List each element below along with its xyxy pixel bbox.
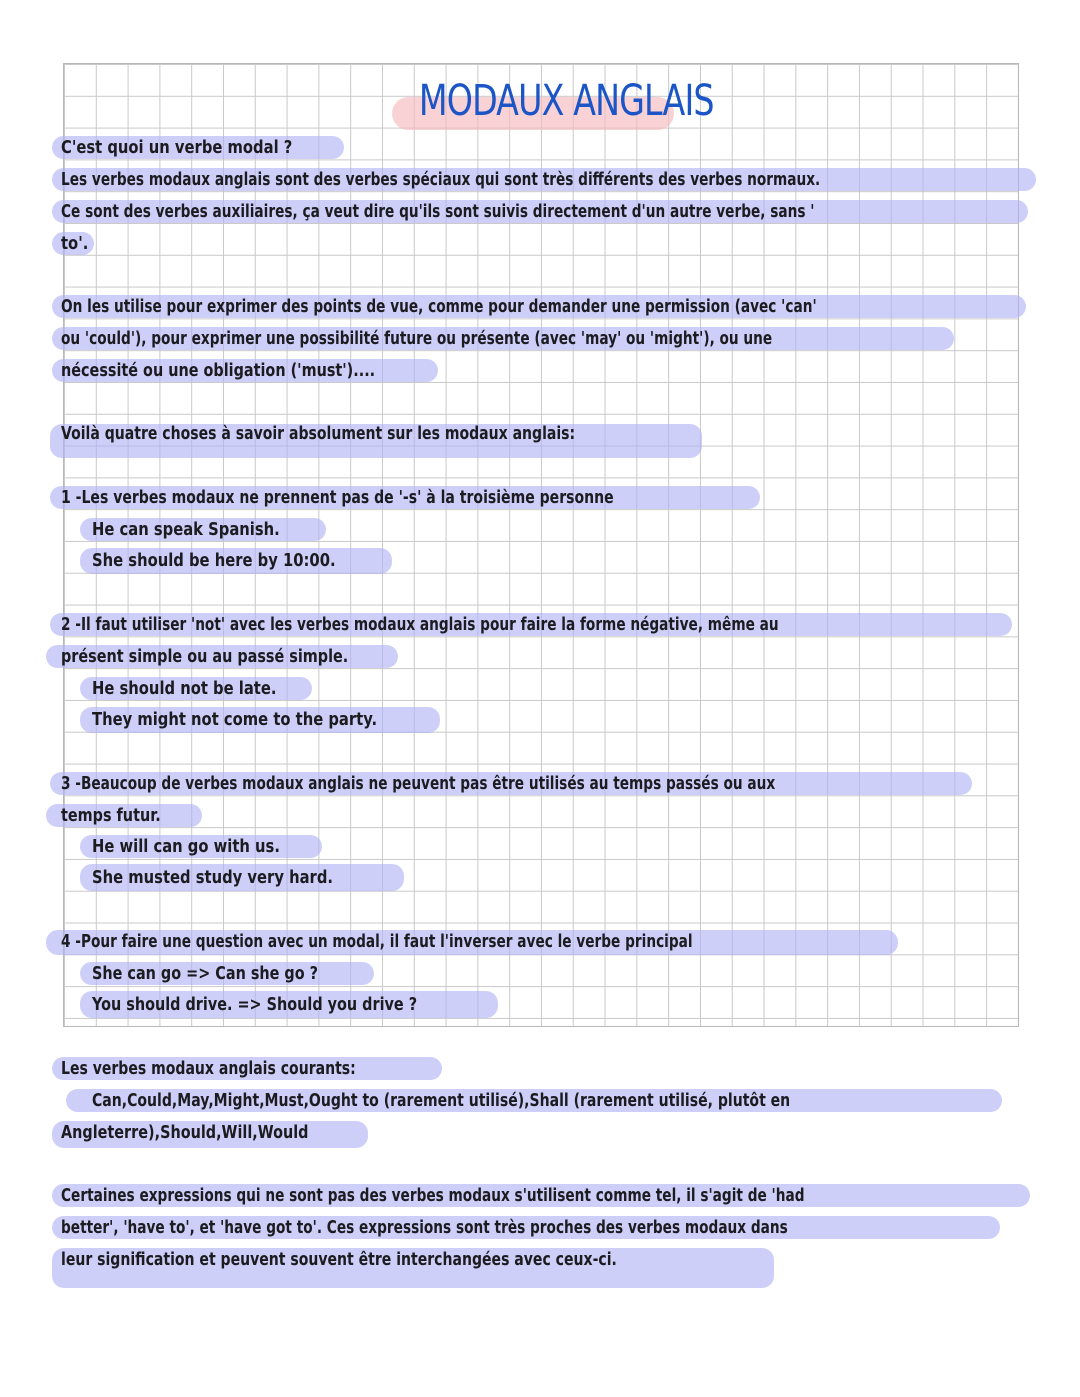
intro-line: Les verbes modaux anglais sont des verbes spéciaux qui sont très différents des verbes normaux. xyxy=(61,169,821,190)
rule-3-line: temps futur. xyxy=(61,805,161,826)
rule-2-example: He should not be late. xyxy=(92,678,277,699)
rule-3-line: 3 -Beaucoup de verbes modaux anglais ne peuvent pas être utilisés au temps passés ou aux xyxy=(61,773,776,794)
rule-4-example: She can go => Can she go ? xyxy=(92,963,318,984)
usage-line: ou 'could'), pour exprimer une possibilité future ou présente (avec 'may' ou 'might'), ou une xyxy=(61,328,773,349)
common-line: Can,Could,May,Might,Must,Ought to (rarement utilisé),Shall (rarement utilisé, plutôt en xyxy=(92,1090,791,1111)
page-title: MODAUX ANGLAIS xyxy=(418,76,714,126)
rule-2-line: présent simple ou au passé simple. xyxy=(61,646,349,667)
usage-line: nécessité ou une obligation ('must').... xyxy=(61,360,376,381)
rule-2-example: They might not come to the party. xyxy=(92,709,378,730)
rule-2-line: 2 -Il faut utiliser 'not' avec les verbes modaux anglais pour faire la forme négative, même au xyxy=(61,614,779,635)
common-line: Angleterre),Should,Will,Would xyxy=(61,1122,309,1143)
closing-line: leur signification et peuvent souvent être interchangées avec ceux-ci. xyxy=(61,1249,617,1270)
intro-line: Ce sont des verbes auxiliaires, ça veut dire qu'ils sont suivis directement d'un autre verbe, sans ' xyxy=(61,201,815,222)
common-heading: Les verbes modaux anglais courants: xyxy=(61,1058,356,1079)
rule-1-example: He can speak Spanish. xyxy=(92,519,280,540)
rule-1-line: 1 -Les verbes modaux ne prennent pas de '-s' à la troisième personne xyxy=(61,487,614,508)
intro-question: C'est quoi un verbe modal ? xyxy=(61,137,293,158)
closing-line: Certaines expressions qui ne sont pas des verbes modaux s'utilisent comme tel, il s'agit de 'had xyxy=(61,1185,805,1206)
usage-line: On les utilise pour exprimer des points de vue, comme pour demander une permission (avec 'can' xyxy=(61,296,817,317)
rule-4-example: You should drive. => Should you drive ? xyxy=(92,994,418,1015)
lead-line: Voilà quatre choses à savoir absolument sur les modaux anglais: xyxy=(61,423,576,444)
intro-line: to'. xyxy=(61,233,89,254)
rule-3-example: He will can go with us. xyxy=(92,836,280,857)
closing-line: better', 'have to', et 'have got to'. Ces expressions sont très proches des verbes modaux dans xyxy=(61,1217,788,1238)
rule-4-line: 4 -Pour faire une question avec un modal, il faut l'inverser avec le verbe principal xyxy=(61,931,693,952)
rule-3-example: She musted study very hard. xyxy=(92,867,334,888)
rule-1-example: She should be here by 10:00. xyxy=(92,550,336,571)
